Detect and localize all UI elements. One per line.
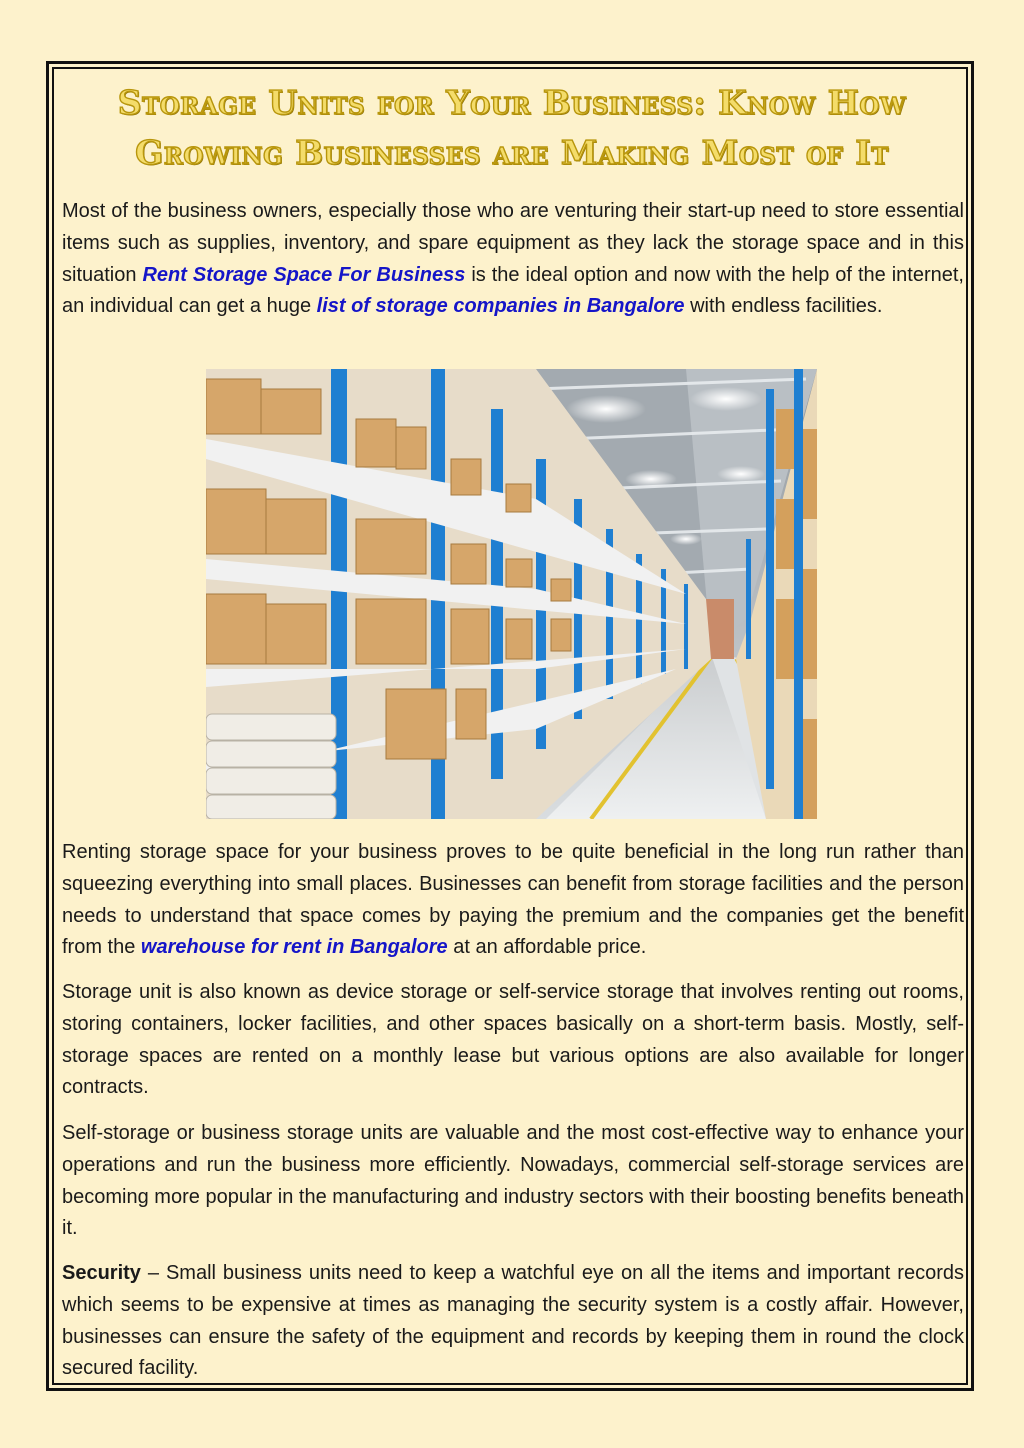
intro-paragraph [62,196,964,323]
storage-unit-paragraph: Storage unit is also known as device storage or self-service storage that involves renting out rooms, storing containers, locker facilities, and other spaces basically on a short-term basis. Mostly, self-storage spaces are rented on a monthly lease but various options are also available for longer contracts. [62,981,964,1099]
renting-paragraph [62,837,964,964]
intro-text-2: is the ideal option and now with the help of the internet, an individual can get a huge [62,263,964,318]
storage-companies-link[interactable]: list of storage companies in Bangalore [316,295,685,318]
security-paragraph [62,1258,964,1385]
self-storage-paragraph: Self-storage or business storage units are valuable and the most cost-effective way to enhance your operations and run the business more efficiently. Nowadays, commercial self-storage services are becoming more popular in the manufacturing and industry sectors with their boosting benefits beneath it. [62,1122,964,1240]
page-title: Storage Units for Your Business: Know How Growing Businesses are Making Most of It [117,83,907,172]
warehouse-rent-link[interactable]: warehouse for rent in Bangalore [140,936,448,959]
renting-text-2: at an affordable price. [447,936,647,959]
intro-text-3: with endless facilities. [684,295,883,318]
rent-storage-link[interactable]: Rent Storage Space For Business [142,263,466,286]
security-text: – Small business units need to keep a watchful eye on all the items and important records which seems to be expensive at times as managing the security system is a costly affair. However, businesses can ensure the safety of the equipment and records by keeping them in round the clock secured facility. [62,1262,964,1380]
intro-text-1: Most of the business owners, especially those who are venturing their start-up need to store essential items such as supplies, inventory, and spare equipment as they lack the storage space and in this situation [62,200,964,286]
security-label: Security [62,1262,141,1284]
warehouse-image [206,369,817,819]
warehouse-illustration [206,369,817,819]
renting-text-1: Renting storage space for your business proves to be quite beneficial in the long run rather than squeezing everything into small places. Businesses can benefit from storage facilities and the person needs to understand that space comes by paying the premium and the companies get the benefit from the [62,841,964,959]
